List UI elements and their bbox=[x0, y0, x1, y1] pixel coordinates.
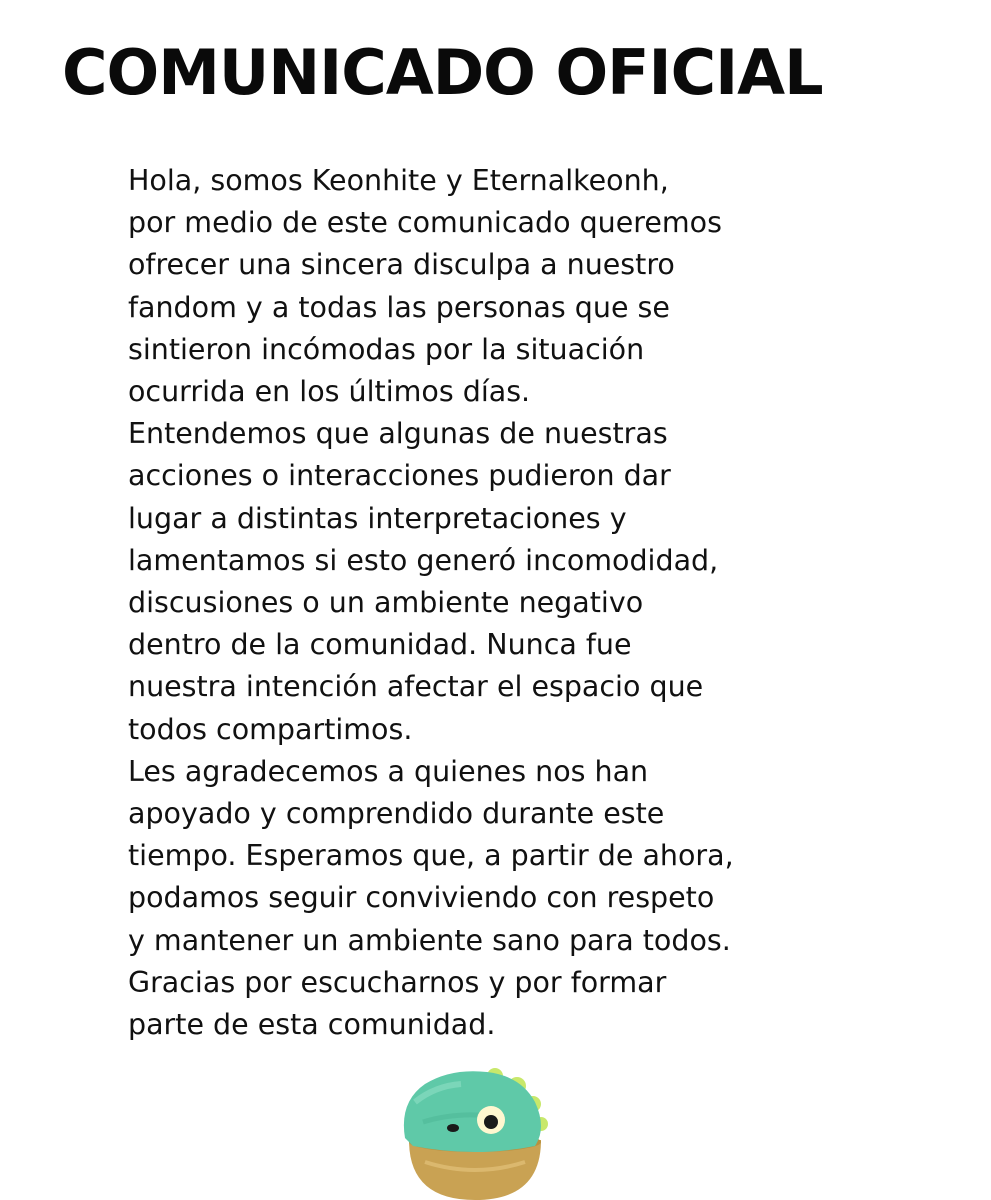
paragraph-closing bbox=[128, 962, 928, 1046]
text-line: fandom y a todas las personas que se bbox=[128, 290, 670, 324]
text-line: ofrecer una sincera disculpa a nuestro bbox=[128, 248, 675, 282]
text-line: tiempo. Esperamos que, a partir de ahora, bbox=[128, 839, 734, 873]
green-fluffy-plush-mascot-icon bbox=[395, 1062, 555, 1200]
paragraph-explanation bbox=[128, 413, 928, 751]
text-line: dentro de la comunidad. Nunca fue bbox=[128, 628, 632, 662]
text-line: por medio de este comunicado queremos bbox=[128, 206, 722, 240]
mascot-eye bbox=[447, 1124, 459, 1132]
text-line: nuestra intención afectar el espacio que bbox=[128, 670, 704, 704]
text-line: parte de esta comunidad. bbox=[128, 1008, 496, 1042]
text-line: podamos seguir conviviendo con respeto bbox=[128, 881, 715, 915]
text-line: sintieron incómodas por la situación bbox=[128, 332, 645, 366]
text-line: Gracias por escucharnos y por formar bbox=[128, 965, 667, 999]
text-line: todos compartimos. bbox=[128, 712, 413, 746]
text-line: lugar a distintas interpretaciones y bbox=[128, 501, 627, 535]
text-line: Les agradecemos a quienes nos han bbox=[128, 754, 649, 788]
text-line: Hola, somos Keonhite y Eternalkeonh, bbox=[128, 164, 669, 197]
paragraph-thanks bbox=[128, 751, 928, 962]
text-line: apoyado y comprendido durante este bbox=[128, 797, 665, 831]
page-title: COMUNICADO OFICIAL bbox=[62, 36, 823, 109]
text-line: Entendemos que algunas de nuestras bbox=[128, 417, 668, 451]
statement-body bbox=[128, 160, 928, 1046]
text-line: ocurrida en los últimos días. bbox=[128, 375, 531, 409]
text-line: y mantener un ambiente sano para todos. bbox=[128, 923, 731, 957]
text-line: discusiones o un ambiente negativo bbox=[128, 586, 644, 620]
text-line: acciones o interacciones pudieron dar bbox=[128, 459, 671, 493]
paragraph-apology bbox=[128, 160, 928, 413]
text-line: lamentamos si esto generó incomodidad, bbox=[128, 543, 719, 577]
